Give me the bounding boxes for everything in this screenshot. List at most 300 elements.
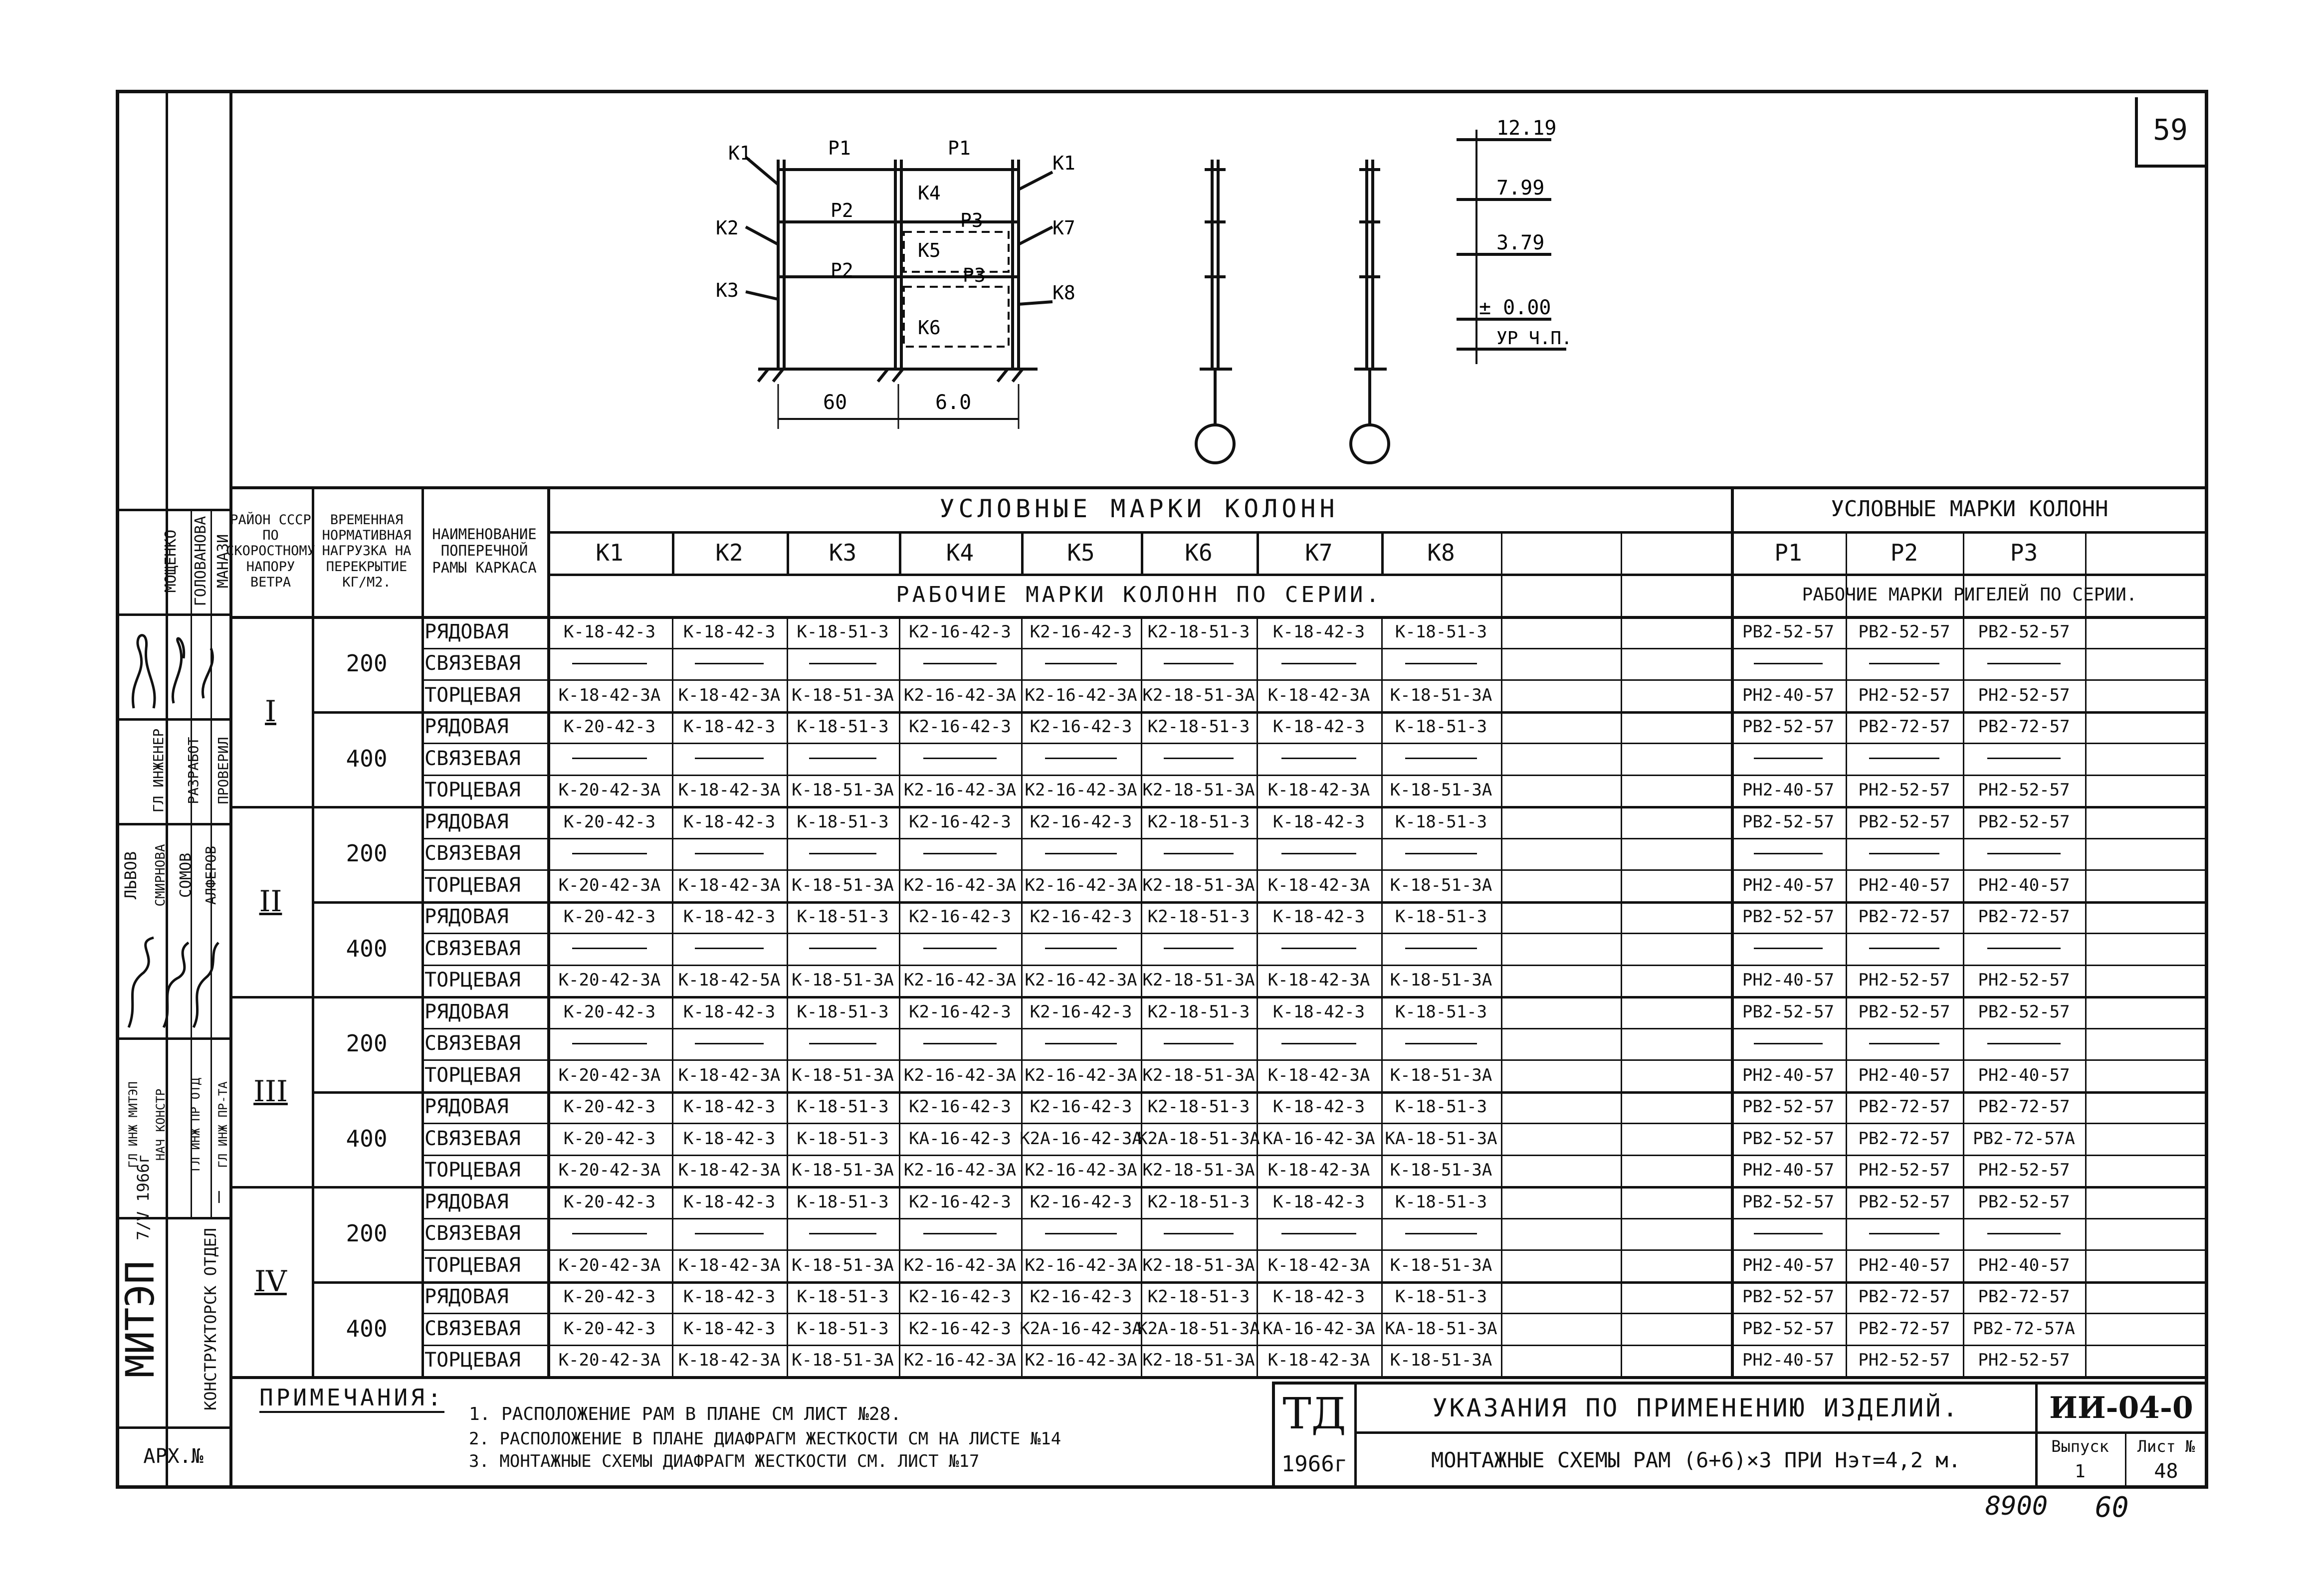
strip-name2-1: ЛЬВОВ bbox=[121, 851, 140, 900]
strip-name2-4: АЛФЕРОВ bbox=[202, 846, 219, 905]
column-mark-cell: К-20-42-3 bbox=[563, 1192, 656, 1212]
column-mark-cell: К2-18-51-3 bbox=[1147, 811, 1250, 832]
beam-mark-cell: РН2-52-57 bbox=[1978, 970, 2070, 991]
column-mark-cell: К-18-51-3А bbox=[792, 1065, 894, 1085]
column-mark-cell: К2-16-42-3 bbox=[1030, 717, 1132, 737]
stamp-code: ИИ-04-0 bbox=[2049, 1390, 2193, 1425]
frame-type-cell: ТОРЦЕВАЯ bbox=[424, 779, 521, 802]
header-columns-sub: РАБОЧИЕ МАРКИ КОЛОНН ПО СЕРИИ. bbox=[896, 582, 1382, 607]
stamp-sheet-label: Лист № bbox=[2137, 1437, 2195, 1456]
column-mark-cell: КА-16-42-3 bbox=[909, 1128, 1011, 1149]
column-mark-cell: К2-18-51-3А bbox=[1142, 1065, 1255, 1085]
column-mark-cell: К-20-42-3 bbox=[563, 1097, 656, 1117]
column-mark-cell: К-18-51-3А bbox=[1390, 1160, 1492, 1181]
signatures-2 bbox=[119, 928, 228, 1037]
header-col-2: К2 bbox=[715, 539, 743, 566]
beam-mark-cell: РН2-40-57 bbox=[1978, 1255, 2070, 1275]
empty-dash-cell bbox=[1141, 648, 1257, 680]
column-mark-cell: К-20-42-3 bbox=[563, 1128, 656, 1149]
column-mark-cell: К-18-42-3А bbox=[1267, 685, 1370, 705]
beam-mark-cell: РН2-52-57 bbox=[1858, 1350, 1950, 1371]
column-mark-cell: К2-18-51-3 bbox=[1147, 1001, 1250, 1022]
dim-60: 60 bbox=[823, 391, 847, 414]
lbl-k1: К1 bbox=[728, 142, 751, 164]
empty-dash-cell bbox=[899, 648, 1021, 680]
footer-left: 8900 bbox=[1985, 1491, 2048, 1521]
empty-dash-cell bbox=[1846, 1218, 1963, 1250]
column-mark-cell: К-18-42-3 bbox=[563, 621, 656, 642]
column-mark-cell: К2-16-42-3А bbox=[1025, 1160, 1137, 1181]
beam-mark-cell: РВ2-72-57 bbox=[1978, 907, 2070, 927]
column-mark-cell: К-18-42-3А bbox=[1267, 1255, 1370, 1275]
beam-mark-cell: РН2-52-57 bbox=[1858, 970, 1950, 991]
frame-type-cell: ТОРЦЕВАЯ bbox=[424, 873, 521, 897]
frame-type-cell: РЯДОВАЯ bbox=[424, 1095, 509, 1119]
column-mark-cell: К2-18-51-3 bbox=[1147, 1287, 1250, 1307]
column-mark-cell: К2-16-42-3 bbox=[1030, 1001, 1132, 1022]
column-mark-cell: К2-16-42-3 bbox=[909, 621, 1011, 642]
column-mark-cell: К-18-51-3А bbox=[792, 685, 894, 705]
header-region: РАЙОН СССР ПО СКОРОСТНОМУ НАПОРУ ВЕТРА bbox=[226, 512, 315, 590]
column-mark-cell: К-18-51-3 bbox=[797, 1287, 889, 1307]
empty-dash-cell bbox=[1381, 1028, 1501, 1060]
empty-dash-cell bbox=[1021, 743, 1141, 775]
beam-mark-cell: РВ2-72-57А bbox=[1973, 1128, 2075, 1149]
empty-dash-cell bbox=[672, 648, 787, 680]
empty-dash-cell bbox=[1731, 838, 1846, 870]
column-mark-cell: К2-16-42-3 bbox=[1030, 811, 1132, 832]
column-mark-cell: К-18-51-3 bbox=[797, 621, 889, 642]
frame-type-cell: СВЯЗЕВАЯ bbox=[424, 1317, 521, 1340]
frame-type-cell: СВЯЗЕВАЯ bbox=[424, 937, 521, 960]
beam-mark-cell: РВ2-52-57 bbox=[1742, 1097, 1835, 1117]
empty-dash-cell bbox=[1731, 933, 1846, 965]
column-mark-cell: К-20-42-3 bbox=[563, 717, 656, 737]
beam-mark-cell: РВ2-72-57 bbox=[1858, 717, 1950, 737]
beam-mark-cell: РВ2-52-57 bbox=[1742, 1128, 1835, 1149]
column-mark-cell: К-18-51-3 bbox=[1395, 1097, 1487, 1117]
column-mark-cell: К-18-51-3А bbox=[1390, 1350, 1492, 1371]
lbl-p1b: Р1 bbox=[948, 137, 971, 159]
beam-mark-cell: РН2-40-57 bbox=[1742, 1350, 1835, 1371]
column-mark-cell: К-18-51-3А bbox=[792, 1255, 894, 1275]
lbl-p2b: Р2 bbox=[831, 259, 853, 281]
empty-dash-cell bbox=[672, 838, 787, 870]
load-value: 200 bbox=[346, 1030, 388, 1057]
beam-mark-cell: РВ2-72-57 bbox=[1858, 1318, 1950, 1339]
empty-dash-cell bbox=[1963, 838, 2085, 870]
column-mark-cell: К-20-42-3 bbox=[563, 1287, 656, 1307]
empty-dash-cell bbox=[1021, 1218, 1141, 1250]
column-mark-cell: К2-16-42-3А bbox=[903, 875, 1017, 895]
beam-mark-cell: РВ2-52-57 bbox=[1858, 1192, 1950, 1212]
beam-mark-cell: РВ2-72-57 bbox=[1978, 1287, 2070, 1307]
column-mark-cell: К2-16-42-3 bbox=[909, 1192, 1011, 1212]
empty-dash-cell bbox=[1846, 838, 1963, 870]
frame-type-cell: СВЯЗЕВАЯ bbox=[424, 1127, 521, 1150]
beam-mark-cell: РН2-52-57 bbox=[1978, 1350, 2070, 1371]
empty-dash-cell bbox=[547, 648, 672, 680]
strip-org: МИТЭП bbox=[118, 1260, 163, 1378]
column-mark-cell: К-18-51-3А bbox=[792, 875, 894, 895]
column-mark-cell: К-18-51-3 bbox=[1395, 811, 1487, 832]
frame-type-cell: РЯДОВАЯ bbox=[424, 715, 509, 739]
empty-dash-cell bbox=[547, 1218, 672, 1250]
column-mark-cell: К2-18-51-3А bbox=[1142, 875, 1255, 895]
header-beams-title: УСЛОВНЫЕ МАРКИ КОЛОНН bbox=[1831, 496, 2108, 522]
empty-dash-cell bbox=[899, 933, 1021, 965]
note-3: 3. МОНТАЖНЫЕ СХЕМЫ ДИАФРАГМ ЖЕСТКОСТИ СМ. ЛИСТ №17 bbox=[469, 1451, 980, 1471]
column-mark-cell: К-18-51-3 bbox=[1395, 1001, 1487, 1022]
beam-mark-cell: РВ2-72-57 bbox=[1858, 1097, 1950, 1117]
header-col-1: К1 bbox=[596, 539, 624, 566]
column-mark-cell: К2-18-51-3А bbox=[1142, 1255, 1255, 1275]
column-mark-cell: К-18-42-3 bbox=[683, 1192, 776, 1212]
column-mark-cell: К-18-42-3 bbox=[683, 811, 776, 832]
column-mark-cell: К-18-42-3А bbox=[678, 875, 781, 895]
beam-mark-cell: РВ2-72-57 bbox=[1858, 907, 1950, 927]
column-mark-cell: К2-16-42-3А bbox=[903, 1350, 1017, 1371]
column-mark-cell: К-18-42-3А bbox=[678, 1350, 781, 1371]
column-mark-cell: К2-18-51-3 bbox=[1147, 907, 1250, 927]
column-mark-cell: К2-18-51-3А bbox=[1142, 1350, 1255, 1371]
load-value: 200 bbox=[346, 840, 388, 867]
empty-dash-cell bbox=[1021, 1028, 1141, 1060]
lbl-p3b: Р3 bbox=[963, 264, 986, 286]
column-mark-cell: К2А-18-51-3А bbox=[1137, 1318, 1260, 1339]
empty-dash-cell bbox=[899, 838, 1021, 870]
column-mark-cell: К-18-42-3А bbox=[678, 1255, 781, 1275]
strip-name-3: МАНАЗИ bbox=[214, 534, 232, 589]
header-load: ВРЕМЕННАЯ НОРМАТИВНАЯ НАГРУЗКА НА ПЕРЕКРЫТИЕ КГ/М2. bbox=[322, 512, 412, 590]
beam-mark-cell: РН2-40-57 bbox=[1742, 1255, 1835, 1275]
column-mark-cell: К2-16-42-3 bbox=[909, 1001, 1011, 1022]
empty-dash-cell bbox=[1257, 1218, 1381, 1250]
column-mark-cell: К2-16-42-3А bbox=[1025, 970, 1137, 991]
empty-dash-cell bbox=[1846, 743, 1963, 775]
note-2: 2. РАСПОЛОЖЕНИЕ В ПЛАНЕ ДИАФРАГМ ЖЕСТКОСТИ СМ НА ЛИСТЕ №14 bbox=[469, 1429, 1061, 1449]
load-value: 400 bbox=[346, 1125, 388, 1152]
column-mark-cell: К-18-51-3 bbox=[1395, 1287, 1487, 1307]
lbl-k4: К4 bbox=[918, 182, 941, 204]
lbl-k5: К5 bbox=[918, 239, 941, 261]
empty-dash-cell bbox=[787, 1218, 899, 1250]
column-mark-cell: К-18-42-3 bbox=[1272, 1001, 1365, 1022]
signatures-1 bbox=[119, 618, 228, 718]
strip-role-2: РАЗРАБОТ bbox=[185, 737, 202, 804]
empty-dash-cell bbox=[1141, 743, 1257, 775]
column-mark-cell: К-18-42-3 bbox=[683, 1097, 776, 1117]
level-1: 12.19 bbox=[1496, 117, 1557, 140]
column-mark-cell: К2-16-42-3 bbox=[909, 907, 1011, 927]
beam-mark-cell: РВ2-52-57 bbox=[1742, 621, 1835, 642]
column-mark-cell: К-18-42-3А bbox=[678, 1065, 781, 1085]
column-mark-cell: К2-16-42-3А bbox=[1025, 780, 1137, 800]
column-mark-cell: К-18-42-3 bbox=[1272, 1097, 1365, 1117]
empty-dash-cell bbox=[547, 933, 672, 965]
beam-mark-cell: РВ2-52-57 bbox=[1742, 717, 1835, 737]
strip-role2-2: НАЧ КОНСТР bbox=[154, 1088, 168, 1161]
lbl-k3: К3 bbox=[716, 279, 739, 301]
column-mark-cell: КА-18-51-3А bbox=[1385, 1318, 1497, 1339]
column-mark-cell: К-18-51-3А bbox=[1390, 780, 1492, 800]
stamp-subtitle: МОНТАЖНЫЕ СХЕМЫ РАМ (6+6)×3 ПРИ Нэт=4,2 м. bbox=[1431, 1448, 1961, 1472]
frame-type-cell: ТОРЦЕВАЯ bbox=[424, 1159, 521, 1182]
column-mark-cell: К2-18-51-3А bbox=[1142, 1160, 1255, 1181]
column-mark-cell: К2-16-42-3А bbox=[903, 780, 1017, 800]
column-mark-cell: К-20-42-3А bbox=[558, 1350, 661, 1371]
column-mark-cell: К-20-42-3 bbox=[563, 1318, 656, 1339]
column-mark-cell: К2-16-42-3 bbox=[909, 1097, 1011, 1117]
frame-type-cell: РЯДОВАЯ bbox=[424, 810, 509, 833]
column-mark-cell: К2-16-42-3 bbox=[1030, 621, 1132, 642]
beam-mark-cell: РН2-40-57 bbox=[1978, 875, 2070, 895]
frame-type-cell: РЯДОВАЯ bbox=[424, 905, 509, 929]
column-mark-cell: К2-16-42-3 bbox=[1030, 1097, 1132, 1117]
strip-name2-3: СОМОВ bbox=[177, 852, 195, 898]
level-4: ± 0.00 bbox=[1479, 296, 1551, 319]
column-mark-cell: К-18-42-3А bbox=[678, 780, 781, 800]
strip-role-3: ПРОВЕРИЛ bbox=[214, 737, 231, 804]
empty-dash-cell bbox=[1731, 648, 1846, 680]
column-mark-cell: К-18-51-3А bbox=[1390, 1255, 1492, 1275]
beam-mark-cell: РВ2-52-57 bbox=[1858, 1001, 1950, 1022]
column-mark-cell: К-18-42-3А bbox=[1267, 875, 1370, 895]
column-mark-cell: К2-18-51-3 bbox=[1147, 717, 1250, 737]
header-frame-name: НАИМЕНОВАНИЕ ПОПЕРЕЧНОЙ РАМЫ КАРКАСА bbox=[432, 525, 537, 576]
column-mark-cell: К2-18-51-3А bbox=[1142, 970, 1255, 991]
empty-dash-cell bbox=[1963, 1218, 2085, 1250]
empty-dash-cell bbox=[1381, 743, 1501, 775]
beam-mark-cell: РВ2-52-57 bbox=[1742, 1318, 1835, 1339]
beam-mark-cell: РВ2-52-57 bbox=[1742, 907, 1835, 927]
column-mark-cell: К2-16-42-3А bbox=[1025, 685, 1137, 705]
column-mark-cell: К-18-51-3 bbox=[797, 1097, 889, 1117]
load-value: 400 bbox=[346, 745, 388, 772]
wind-region: II bbox=[259, 884, 282, 918]
beam-mark-cell: РН2-52-57 bbox=[1978, 1160, 2070, 1181]
lbl-k8: К8 bbox=[1052, 282, 1075, 304]
frame-type-cell: СВЯЗЕВАЯ bbox=[424, 842, 521, 865]
empty-dash-cell bbox=[787, 743, 899, 775]
empty-dash-cell bbox=[1846, 648, 1963, 680]
frame-type-cell: СВЯЗЕВАЯ bbox=[424, 652, 521, 675]
frame-type-cell: СВЯЗЕВАЯ bbox=[424, 747, 521, 770]
beam-mark-cell: РВ2-72-57А bbox=[1973, 1318, 2075, 1339]
lbl-k1r: К7 bbox=[1052, 217, 1075, 239]
beam-mark-cell: РН2-40-57 bbox=[1742, 875, 1835, 895]
column-mark-cell: К2-16-42-3А bbox=[903, 1065, 1017, 1085]
column-mark-cell: К2-16-42-3А bbox=[1025, 875, 1137, 895]
stamp-year: 1966г bbox=[1281, 1451, 1348, 1477]
strip-role2-3: ГЛ ИНЖ ПР ОТД bbox=[189, 1078, 203, 1172]
column-mark-cell: К2-18-51-3 bbox=[1147, 1097, 1250, 1117]
column-mark-cell: К-18-51-3 bbox=[797, 1318, 889, 1339]
beam-mark-cell: РН2-40-57 bbox=[1742, 780, 1835, 800]
strip-arh: АРХ.№ bbox=[143, 1445, 204, 1468]
column-mark-cell: К2-18-51-3А bbox=[1142, 780, 1255, 800]
column-mark-cell: К-18-42-3А bbox=[678, 1160, 781, 1181]
column-mark-cell: К2-16-42-3А bbox=[903, 1255, 1017, 1275]
level-2: 7.99 bbox=[1496, 177, 1545, 200]
column-mark-cell: К2-16-42-3А bbox=[903, 970, 1017, 991]
column-mark-cell: К-18-42-3 bbox=[683, 1128, 776, 1149]
load-value: 200 bbox=[346, 1220, 388, 1247]
column-mark-cell: К-18-51-3 bbox=[797, 811, 889, 832]
beam-mark-cell: РН2-52-57 bbox=[1978, 780, 2070, 800]
notes-title: ПРИМЕЧАНИЯ: bbox=[259, 1384, 444, 1413]
corner-number: 59 bbox=[2153, 113, 2188, 147]
column-mark-cell: К2-16-42-3А bbox=[903, 685, 1017, 705]
column-mark-cell: К-20-42-3А bbox=[558, 1160, 661, 1181]
frame-type-cell: ТОРЦЕВАЯ bbox=[424, 969, 521, 992]
column-mark-cell: К-18-42-3 bbox=[1272, 907, 1365, 927]
beam-mark-cell: РВ2-52-57 bbox=[1858, 811, 1950, 832]
column-mark-cell: К-18-51-3А bbox=[792, 1350, 894, 1371]
column-mark-cell: К-18-42-5А bbox=[678, 970, 781, 991]
empty-dash-cell bbox=[547, 838, 672, 870]
header-col-7: К7 bbox=[1305, 539, 1333, 566]
stamp-issue-value: 1 bbox=[2075, 1461, 2086, 1482]
beam-mark-cell: РН2-40-57 bbox=[1858, 1255, 1950, 1275]
empty-dash-cell bbox=[547, 743, 672, 775]
column-mark-cell: К-20-42-3А bbox=[558, 875, 661, 895]
beam-mark-cell: РН2-52-57 bbox=[1858, 780, 1950, 800]
header-beam-2: Р2 bbox=[1890, 539, 1918, 566]
beam-mark-cell: РВ2-52-57 bbox=[1742, 1192, 1835, 1212]
empty-dash-cell bbox=[1963, 933, 2085, 965]
empty-dash-cell bbox=[1846, 933, 1963, 965]
empty-dash-cell bbox=[1846, 1028, 1963, 1060]
column-mark-cell: К-18-51-3 bbox=[1395, 621, 1487, 642]
frame-type-cell: ТОРЦЕВАЯ bbox=[424, 683, 521, 707]
column-mark-cell: КА-16-42-3А bbox=[1262, 1128, 1375, 1149]
column-mark-cell: К-18-42-3А bbox=[1267, 1160, 1370, 1181]
strip-name2-2: СМИРНОВА bbox=[153, 844, 168, 907]
column-mark-cell: К-18-51-3А bbox=[792, 1160, 894, 1181]
beam-mark-cell: РВ2-52-57 bbox=[1978, 621, 2070, 642]
column-mark-cell: К2-16-42-3 bbox=[909, 1287, 1011, 1307]
empty-dash-cell bbox=[787, 838, 899, 870]
frame-type-cell: СВЯЗЕВАЯ bbox=[424, 1032, 521, 1055]
column-mark-cell: К2-16-42-3 bbox=[909, 717, 1011, 737]
beam-mark-cell: РН2-40-57 bbox=[1742, 1065, 1835, 1085]
empty-dash-cell bbox=[1021, 648, 1141, 680]
column-mark-cell: К-18-42-3 bbox=[683, 907, 776, 927]
column-mark-cell: К-18-42-3 bbox=[683, 1318, 776, 1339]
column-mark-cell: К2-16-42-3А bbox=[903, 1160, 1017, 1181]
empty-dash-cell bbox=[1381, 838, 1501, 870]
header-beams-sub: РАБОЧИЕ МАРКИ РИГЕЛЕЙ ПО СЕРИИ. bbox=[1802, 585, 2137, 605]
header-col-5: К5 bbox=[1067, 539, 1095, 566]
column-mark-cell: К-18-51-3А bbox=[1390, 875, 1492, 895]
strip-dash: — bbox=[207, 1191, 229, 1203]
lbl-k7top: К1 bbox=[1052, 152, 1075, 174]
empty-dash-cell bbox=[1963, 1028, 2085, 1060]
beam-mark-cell: РВ2-52-57 bbox=[1978, 811, 2070, 832]
column-mark-cell: К-18-51-3 bbox=[797, 1128, 889, 1149]
empty-dash-cell bbox=[1257, 648, 1381, 680]
header-col-4: К4 bbox=[946, 539, 974, 566]
empty-dash-cell bbox=[1731, 1218, 1846, 1250]
empty-dash-cell bbox=[1381, 933, 1501, 965]
column-mark-cell: К2А-16-42-3А bbox=[1020, 1318, 1142, 1339]
note-1: 1. РАСПОЛОЖЕНИЕ РАМ В ПЛАНЕ СМ ЛИСТ №28. bbox=[469, 1404, 901, 1424]
beam-mark-cell: РВ2-72-57 bbox=[1978, 717, 2070, 737]
strip-role-1: ГЛ ИНЖЕНЕР bbox=[150, 728, 167, 813]
column-mark-cell: К2-16-42-3 bbox=[909, 811, 1011, 832]
footer-right: 60 bbox=[2095, 1491, 2129, 1524]
column-mark-cell: КА-16-42-3А bbox=[1262, 1318, 1375, 1339]
stamp-issue-label: Выпуск bbox=[2051, 1437, 2109, 1456]
column-mark-cell: К-18-42-3 bbox=[1272, 1287, 1365, 1307]
column-mark-cell: К-20-42-3А bbox=[558, 1065, 661, 1085]
beam-mark-cell: РВ2-52-57 bbox=[1978, 1001, 2070, 1022]
empty-dash-cell bbox=[1963, 743, 2085, 775]
frame-schematic bbox=[708, 117, 1656, 479]
column-mark-cell: К-18-42-3 bbox=[683, 1001, 776, 1022]
frame-type-cell: ТОРЦЕВАЯ bbox=[424, 1349, 521, 1372]
beam-mark-cell: РН2-40-57 bbox=[1742, 685, 1835, 705]
empty-dash-cell bbox=[672, 1218, 787, 1250]
column-mark-cell: К-18-51-3 bbox=[1395, 717, 1487, 737]
column-mark-cell: К2-18-51-3 bbox=[1147, 621, 1250, 642]
empty-dash-cell bbox=[1257, 933, 1381, 965]
level-5: УР Ч.П. bbox=[1496, 328, 1572, 349]
column-mark-cell: К2-16-42-3А bbox=[1025, 1255, 1137, 1275]
column-mark-cell: К2-18-51-3 bbox=[1147, 1192, 1250, 1212]
frame-type-cell: РЯДОВАЯ bbox=[424, 620, 509, 643]
strip-role2-4: ГЛ ИНЖ ПР-ТА bbox=[216, 1081, 230, 1168]
beam-mark-cell: РВ2-52-57 bbox=[1742, 1001, 1835, 1022]
beam-mark-cell: РВ2-52-57 bbox=[1978, 1192, 2070, 1212]
column-mark-cell: К-18-51-3А bbox=[792, 780, 894, 800]
frame-type-cell: ТОРЦЕВАЯ bbox=[424, 1063, 521, 1087]
beam-mark-cell: РН2-40-57 bbox=[1742, 970, 1835, 991]
column-mark-cell: К2-18-51-3А bbox=[1142, 685, 1255, 705]
stamp-sheet-value: 48 bbox=[2154, 1460, 2178, 1483]
beam-mark-cell: РВ2-52-57 bbox=[1742, 1287, 1835, 1307]
column-mark-cell: К-20-42-3 bbox=[563, 907, 656, 927]
beam-mark-cell: РВ2-52-57 bbox=[1858, 621, 1950, 642]
column-mark-cell: К2-16-42-3 bbox=[909, 1318, 1011, 1339]
column-mark-cell: К-18-42-3 bbox=[683, 717, 776, 737]
beam-mark-cell: РН2-52-57 bbox=[1978, 685, 2070, 705]
column-mark-cell: К-18-42-3 bbox=[683, 1287, 776, 1307]
header-beam-3: Р3 bbox=[2010, 539, 2038, 566]
empty-dash-cell bbox=[547, 1028, 672, 1060]
beam-mark-cell: РН2-40-57 bbox=[1858, 1065, 1950, 1085]
column-mark-cell: К-20-42-3А bbox=[558, 780, 661, 800]
column-mark-cell: К-18-51-3А bbox=[1390, 970, 1492, 991]
column-mark-cell: К-18-51-3 bbox=[797, 1192, 889, 1212]
stamp-title: УКАЗАНИЯ ПО ПРИМЕНЕНИЮ ИЗДЕЛИЙ. bbox=[1432, 1393, 1960, 1422]
empty-dash-cell bbox=[787, 1028, 899, 1060]
empty-dash-cell bbox=[1021, 933, 1141, 965]
empty-dash-cell bbox=[1141, 1218, 1257, 1250]
column-mark-cell: К-18-42-3 bbox=[1272, 1192, 1365, 1212]
column-mark-cell: К-20-42-3 bbox=[563, 1001, 656, 1022]
column-mark-cell: К-18-42-3А bbox=[678, 685, 781, 705]
empty-dash-cell bbox=[1141, 933, 1257, 965]
header-columns-title: УСЛОВНЫЕ МАРКИ КОЛОНН bbox=[939, 494, 1339, 523]
column-mark-cell: К2А-18-51-3А bbox=[1137, 1128, 1260, 1149]
level-3: 3.79 bbox=[1496, 231, 1545, 254]
column-mark-cell: К2А-16-42-3А bbox=[1020, 1128, 1142, 1149]
empty-dash-cell bbox=[672, 743, 787, 775]
dim-6-0: 6.0 bbox=[935, 391, 972, 414]
column-mark-cell: К2-16-42-3 bbox=[1030, 1192, 1132, 1212]
